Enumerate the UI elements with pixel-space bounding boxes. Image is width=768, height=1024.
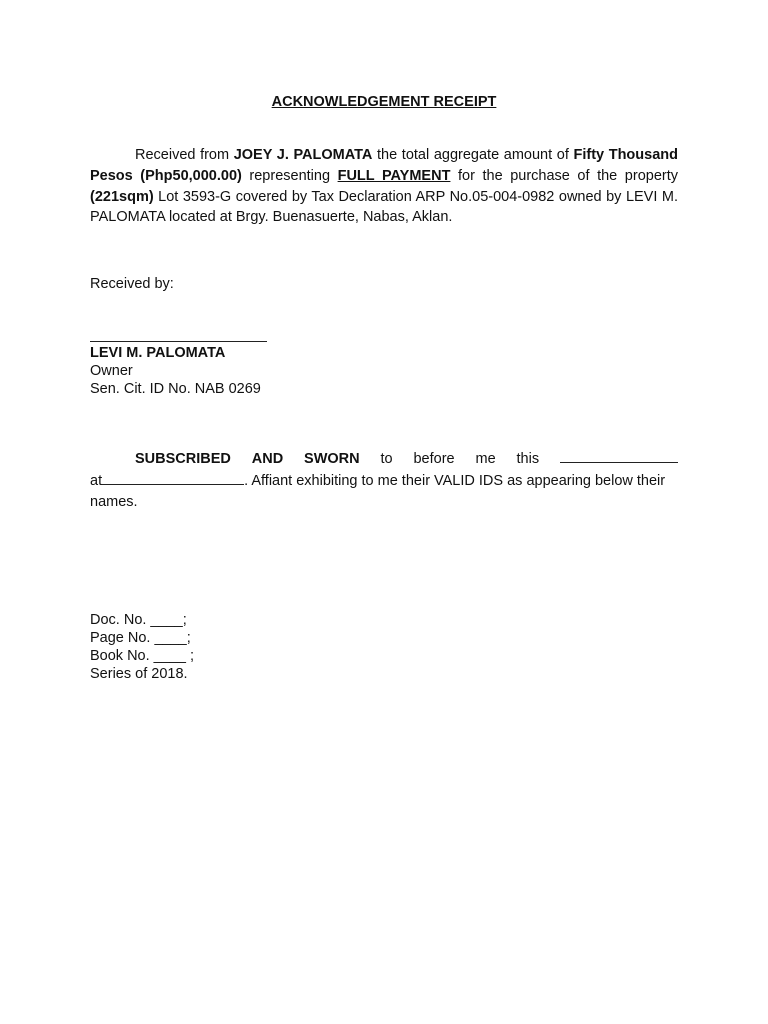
paragraph-text-2: the total aggregate amount of <box>372 147 574 163</box>
jurat-word-this: this <box>516 451 540 467</box>
signatory-role: Owner <box>90 363 133 379</box>
signature-line <box>90 341 267 342</box>
jurat-paragraph <box>90 448 678 512</box>
notary-book-no: Book No. ____ ; <box>90 648 194 664</box>
paragraph-text-4: for the purchase of the property <box>450 167 679 184</box>
payer-name: JOEY J. PALOMATA <box>233 147 373 163</box>
payment-amount: Fifty Thousand Pesos (Php50,000.00) <box>90 147 678 184</box>
property-area: (221sqm) <box>90 188 154 205</box>
jurat-at: at <box>90 472 103 489</box>
payment-purpose: FULL PAYMENT <box>337 167 451 184</box>
paragraph-text-5: Lot 3593-G covered by Tax Declaration ARP No.05-004-0982 owned by LEVI M. PALOMATA located at Brgy. Buenasuerte, Nabas, Aklan. <box>90 188 678 226</box>
jurat-word-sworn: SWORN <box>304 451 360 467</box>
notary-doc-no: Doc. No. ____; <box>90 612 187 628</box>
jurat-rest: . Affiant exhibiting to me their VALID IDS as appearing below their names. <box>90 472 666 510</box>
jurat-word-me: me <box>475 451 496 467</box>
signatory-name: LEVI M. PALOMATA <box>90 345 226 361</box>
jurat-word-before: before <box>413 451 455 467</box>
received-by-label: Received by: <box>90 276 174 292</box>
receipt-paragraph <box>90 145 678 228</box>
document-title: ACKNOWLEDGEMENT RECEIPT <box>271 94 497 110</box>
date-blank <box>560 448 678 463</box>
jurat-word-and: AND <box>251 451 284 467</box>
signatory-id: Sen. Cit. ID No. NAB 0269 <box>90 381 261 397</box>
jurat-word-to: to <box>380 451 393 467</box>
place-blank <box>102 470 244 485</box>
paragraph-text-1: Received from <box>135 147 234 163</box>
jurat-word-subscribed: SUBSCRIBED <box>135 451 231 467</box>
jurat-line-1 <box>90 448 678 470</box>
jurat-line-2 <box>90 470 678 513</box>
notary-page-no: Page No. ____; <box>90 630 191 646</box>
paragraph-text-3: representing <box>241 167 338 184</box>
notary-series: Series of 2018. <box>90 666 188 682</box>
